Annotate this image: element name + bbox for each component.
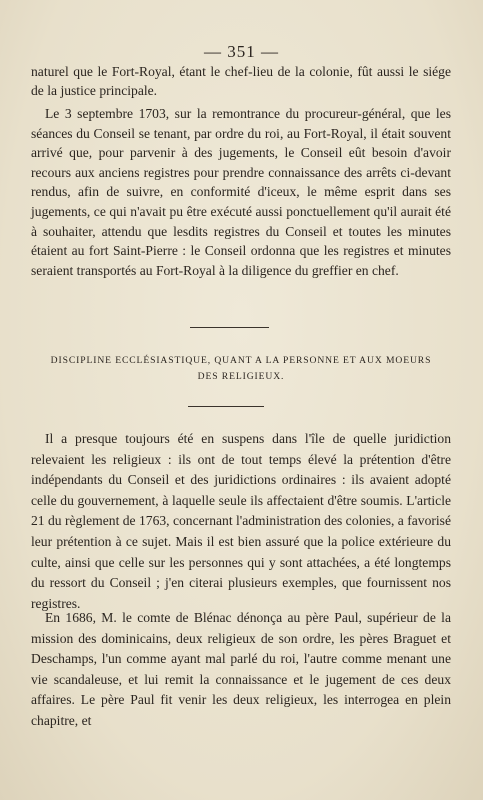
paragraph-conseil-registres [31,104,451,280]
paragraph-text: naturel que le Fort-Royal, étant le chef-lieu de la colonie, fût aussi le siége de la justice principale. [31,64,451,99]
paragraph-blenac-1686 [31,608,451,732]
paragraph-juridiction-religieux [31,429,451,614]
section-heading-line: DES RELIGIEUX. [197,371,285,382]
paragraph-text: Le 3 septembre 1703, sur la remontrance du procureur-général, que les séances du Conseil se tenant, par ordre du roi, au Fort-Royal, il était souvent arrivé que, pour parvenir à des jugements, le Conseil eût besoin d'avoir recours aux anciens registres pour prendre connaissance des arrêts ci-devant rendus, afin de suivre, en conformité d'iceux, le même esprit dans ses jugements, ce qui n'avait pu être exécuté aussi ponctuellement qu'il aurait été à souhaiter, attendu que lesdits registres du Conseil et toutes les minutes étaient au fort Saint-Pierre : le Conseil ordonna que les registres et minutes seraient transportés au Fort-Royal à la diligence du greffier en chef. [31,106,451,278]
paragraph-text: Il a presque toujours été en suspens dans l'île de quelle juridiction relevaient les religieux : ils ont de tout temps élevé la prétention d'être indépendants du Conseil et des juridictions ordinaires : ils avaient adopté celle du gouvernement, à laquelle seule ils affectaient d'être soumis. L'article 21 du règlement de 1763, concernant l'administration des colonies, a favorisé leur prétention à ce sujet. Mais il est bien assuré que la police extérieure du culte, ainsi que celle sur les personnes qui y sont attachées, a été longtemps du ressort du Conseil ; j'en citerai plusieurs exemples, que fournissent nos registres. [31,431,451,611]
section-divider-bottom [188,406,264,407]
section-heading-line: DISCIPLINE ECCLÉSIASTIQUE, QUANT A LA PERSONNE ET AUX MOEURS [50,355,432,366]
paragraph-continuation [31,62,451,101]
paragraph-text: En 1686, M. le comte de Blénac dénonça au père Paul, supérieur de la mission des dominicains, deux religieux de son ordre, les pères Braguet et Deschamps, l'un comme ayant mal parlé du roi, l'autre comme menant une vie scandaleuse, et lui remit la connaissance et le jugement de ces deux affaires. Le père Paul fit venir les deux religieux, les interrogea en plein chapitre, et [31,610,451,728]
section-heading [31,353,451,385]
section-divider-top [190,327,269,328]
page-number: — 351 — [204,42,279,61]
